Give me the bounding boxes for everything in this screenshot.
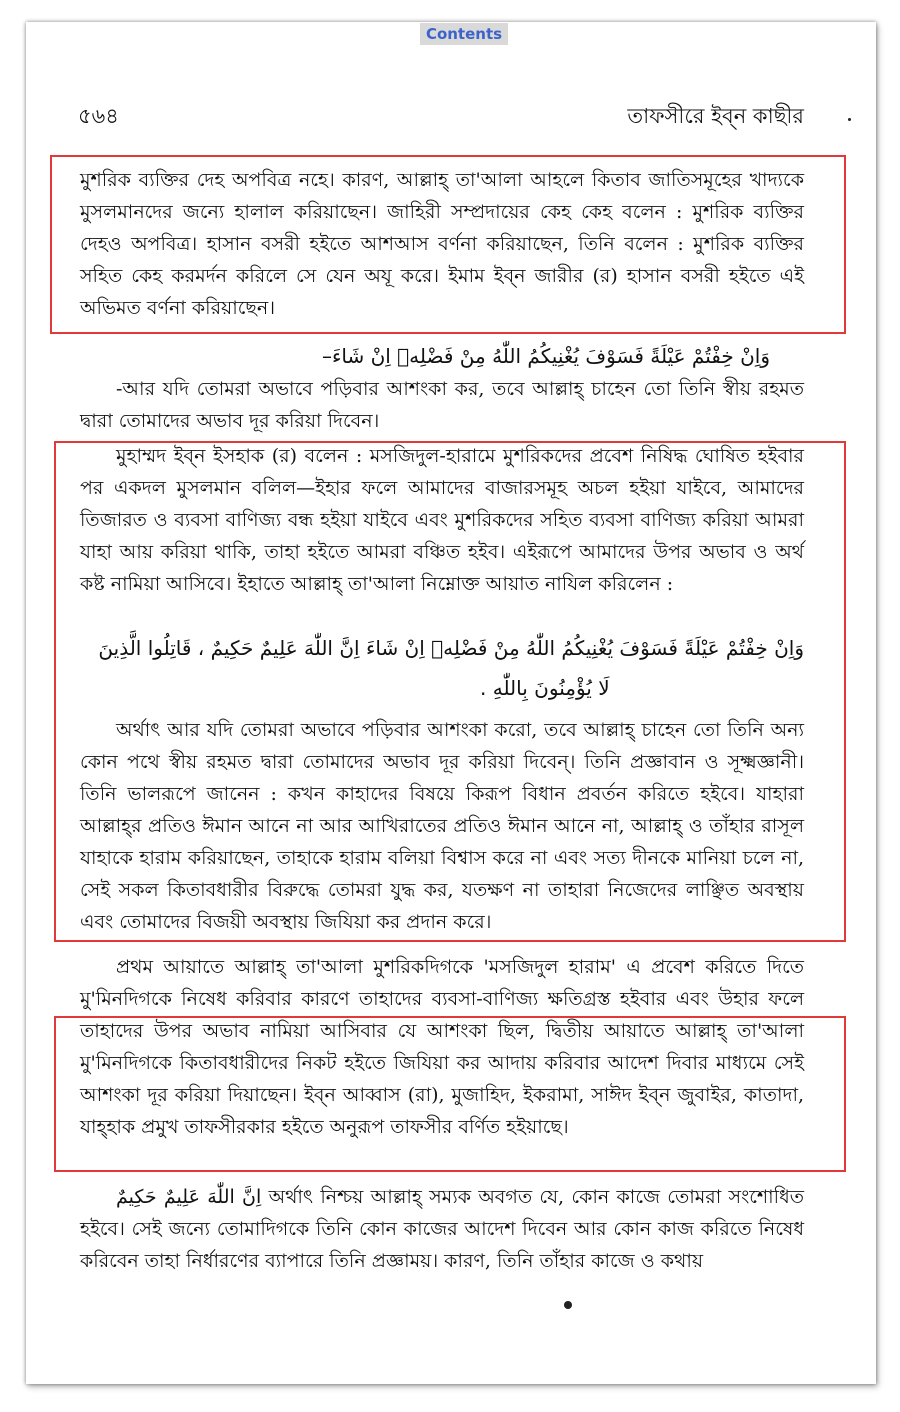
ink-mark	[564, 1301, 572, 1309]
paragraph-3: মুহাম্মদ ইব্ন ইসহাক (র) বলেন : মসজিদুল-হারামে মুশরিকদের প্রবেশ নিষিদ্ধ ঘোষিত হইবার পর একদল মুসলমান বলিল—ইহার ফলে আমাদের বাজারসমূহ অচল হইয়া যাইবে, আমাদের তিজারত ও ব্যবসা বাণিজ্য বন্ধ হইয়া যাইবে এবং মুশরিকদের সহিত ব্যবসা বাণিজ্য করিয়া আমরা যাহা আয় করিয়া থাকি, তাহা হইতে আমরা বঞ্চিত হইব। এইরূপে আমাদের উপর অভাব ও অর্থ কষ্ট নামিয়া আসিবে। ইহাতে আল্লাহ্ তা'আলা নিম্নোক্ত আয়াত নাযিল করিলেন :	[80, 445, 804, 595]
running-title: তাফসীরে ইব্ন কাছীর	[627, 104, 804, 128]
paragraph-4: অর্থাৎ আর যদি তোমরা অভাবে পড়িবার আশংকা করো, তবে আল্লাহ্ চাহেন তো তিনি অন্য কোন পথে স্বীয় রহমত দ্বারা তোমাদের অভাব দূর করিয়া দিবেন্। তিনি প্রজ্ঞাবান ও সূক্ষ্মজ্ঞানী। তিনি ভালরূপে জানেন : কখন কাহাদের বিষয়ে কিরূপ বিধান প্রবর্তন করিতে হইবে। যাহারা আল্লাহ্‌র প্রতিও ঈমান আনে না আর আখিরাতের প্রতিও ঈমান আনে না, আল্লাহ্ ও তাঁহার রাসূল যাহাকে হারাম করিয়াছেন, তাহাকে হারাম বলিয়া বিশ্বাস করে না এবং সত্য দীনকে মানিয়া চলে না, সেই সকল কিতাবধারীর বিরুদ্ধে তোমরা যুদ্ধ কর, যতক্ষণ না তাহারা নিজেদের লাঞ্ছিত অবস্থায় এবং তোমাদের বিজয়ী অবস্থায় জিযিয়া কর প্রদান করে।	[80, 719, 804, 933]
paragraph-6-text: অর্থাৎ নিশ্চয় আল্লাহ্ সম্যক অবগত যে, কোন কাজে তোমরা সংশোধিত হইবে। সেই জন্যে তোমাদিগকে তিনি কোন কাজের আদেশ দিবেন আর কোন কাজ করিতে নিষেধ করিবেন তাহা নির্ধারণের ব্যাপারে তিনি প্রজ্ঞাময়। কারণ, তিনি তাঁহার কাজে ও কথায়	[80, 1186, 804, 1272]
paragraph-6	[80, 1181, 804, 1277]
arabic-verse-2-line-2: لَا يُؤْمِنُونَ بِاللّٰهِ .	[480, 676, 610, 700]
margin-mark	[848, 118, 851, 121]
page-number: ৫৬৪	[78, 104, 119, 128]
contents-button[interactable]: Contents	[420, 23, 508, 45]
paragraph-5: প্রথম আয়াতে আল্লাহ্ তা'আলা মুশরিকদিগকে 'মসজিদুল হারাম' এ প্রবেশ করিতে দিতে মু'মিনদিগকে নিষেধ করিবার কারণে তাহাদের ব্যবসা-বাণিজ্য ক্ষতিগ্রস্ত হইবার এবং উহার ফলে তাহাদের উপর অভাব নামিয়া আসিবার যে আশংকা ছিল, দ্বিতীয় আয়াতে আল্লাহ্ তা'আলা মু'মিনদিগকে কিতাবধারীদের নিকট হইতে জিযিয়া কর আদায় করিবার আদেশ দিবার মাধ্যমে সেই আশংকা দূর করিয়া দিয়াছেন। ইব্ন আব্বাস (রা), মুজাহিদ, ইকরামা, সাঈদ ইব্ন জুবাইর, কাতাদা, যাহ্হাক প্রমুখ তাফসীরকার হইতে অনুরূপ তাফসীর বর্ণিত হইয়াছে।	[80, 956, 804, 1138]
arabic-verse-1: وَاِنْ خِفْتُمْ عَيْلَةً فَسَوْفَ يُغْنِيكُمُ اللّٰهُ مِنْ فَضْلِهٖ اِنْ شَاءَ–	[321, 344, 770, 368]
arabic-verse-2-line-1: وَاِنْ خِفْتُمْ عَيْلَةً فَسَوْفَ يُغْنِيكُمُ اللّٰهُ مِنْ فَضْلِهٖ اِنْ شَاءَ اِنَّ اللّٰهَ عَلِيمٌ حَكِيمٌ ، قَاتِلُوا الَّذِينَ	[98, 636, 804, 660]
paragraph-2: -আর যদি তোমরা অভাবে পড়িবার আশংকা কর, তবে আল্লাহ্ চাহেন তো তিনি স্বীয় রহমত দ্বারা তোমাদের অভাব দূর করিয়া দিবেন।	[80, 378, 804, 432]
paragraph-1: মুশরিক ব্যক্তির দেহ অপবিত্র নহে। কারণ, আল্লাহ্ তা'আলা আহলে কিতাব জাতিসমূহের খাদ্যকে মুসলমানদের জন্যে হালাল করিয়াছেন। জাহিরী সম্প্রদায়ের কেহ কেহ বলেন : মুশরিক ব্যক্তির দেহও অপবিত্র। হাসান বসরী হইতে আশআস বর্ণনা করিয়াছেন, তিনি বলেন : মুশরিক ব্যক্তির সহিত কেহ করমর্দন করিলে সে যেন অযূ করে। ইমাম ইব্ন জারীর (র) হাসান বসরী হইতে এই অভিমত বর্ণনা করিয়াছেন।	[80, 169, 804, 319]
inline-arabic-phrase: اِنَّ اللّٰهَ عَلِيمٌ حَكِيمٌ	[116, 1186, 262, 1208]
